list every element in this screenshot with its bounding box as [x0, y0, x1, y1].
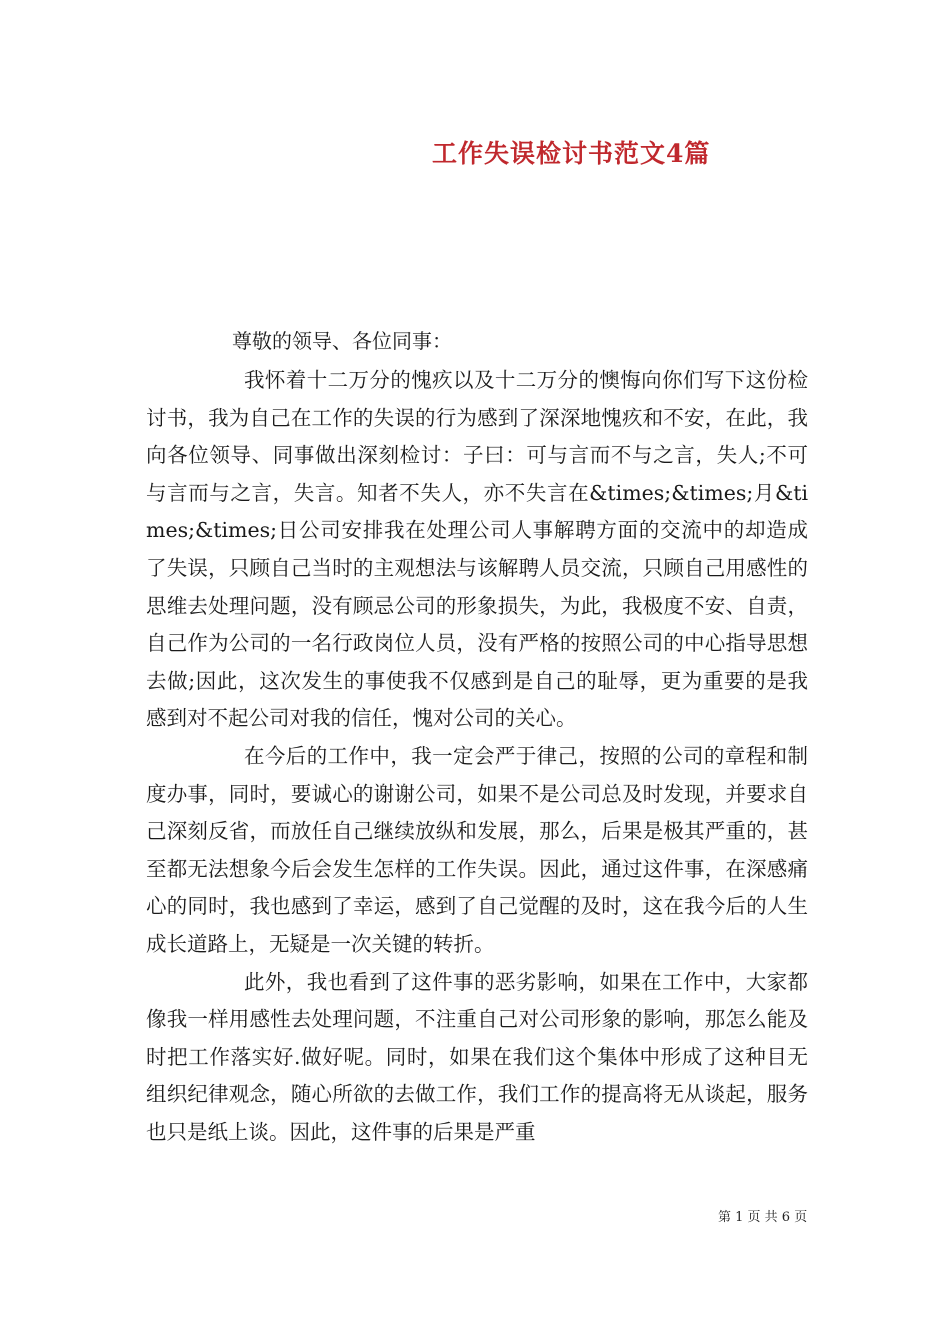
paragraph-1: 我怀着十二万分的愧疚以及十二万分的懊悔向你们写下这份检讨书，我为自己在工作的失误的行为感到了深深地愧疚和不安，在此，我向各位领导、同事做出深刻检讨：子曰：可与言而不与之言，失人;不可与言而与之言，失言。知者不失人，亦不失言在&times;&times;月&times;&times;日公司安排我在处理公司人事解聘方面的交流中的却造成了失误，只顾自己当时的主观想法与该解聘人员交流，只顾自己用感性的思维去处理问题，没有顾忌公司的形象损失，为此，我极度不安、自责，自己作为公司的一名行政岗位人员，没有严格的按照公司的中心指导思想去做;因此，这次发生的事使我不仅感到是自己的耻辱，更为重要的是我感到对不起公司对我的信任，愧对公司的关心。	[146, 368, 808, 731]
document-title: 工作失误检讨书范文4篇	[432, 139, 711, 168]
paragraph-2: 在今后的工作中，我一定会严于律己，按照的公司的章程和制度办事，同时，要诚心的谢谢公司，如果不是公司总及时发现，并要求自己深刻反省，而放任自己继续放纵和发展，那么，后果是极其严重的，甚至都无法想象今后会发生怎样的工作失误。因此，通过这件事，在深感痛心的同时，我也感到了幸运，感到了自己觉醒的及时，这在我今后的人生成长道路上，无疑是一次关键的转折。	[146, 743, 808, 956]
page-footer: 第 1 页 共 6 页	[718, 1210, 808, 1225]
document-body	[146, 362, 808, 1151]
salutation: 尊敬的领导、各位同事：	[232, 329, 452, 353]
paragraph-3: 此外，我也看到了这件事的恶劣影响，如果在工作中，大家都像我一样用感性去处理问题，不注重自己对公司形象的影响，那怎么能及时把工作落实好.做好呢。同时，如果在我们这个集体中形成了这种目无组织纪律观念，随心所欲的去做工作，我们工作的提高将无从谈起，服务也只是纸上谈。因此，这件事的后果是严重	[146, 969, 808, 1144]
